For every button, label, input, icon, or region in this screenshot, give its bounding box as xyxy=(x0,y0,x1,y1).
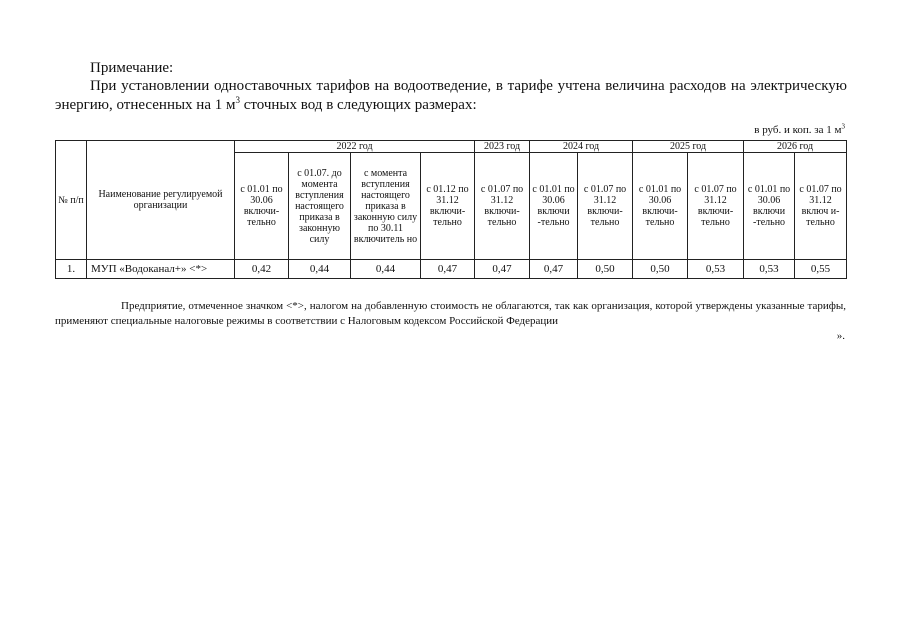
table-cell: 0,44 xyxy=(289,260,351,279)
units-superscript: 3 xyxy=(841,122,845,131)
header-period: с 01.01 по 30.06 включи -тельно xyxy=(530,153,578,260)
header-period: с 01.01 по 30.06 включи-тельно xyxy=(633,153,688,260)
note-text-before: При установлении одноставочных тарифов на водоотведение, в тарифе учтена величина расходов на электрическую энергию, отнесенных на 1 м xyxy=(55,78,847,113)
table-cell: 0,50 xyxy=(633,260,688,279)
header-period: с 01.07 по 31.12 включи-тельно xyxy=(578,153,633,260)
header-year-2022: 2022 год xyxy=(235,141,475,153)
header-year-2025: 2025 год xyxy=(633,141,744,153)
table-cell: 0,50 xyxy=(578,260,633,279)
year-header-row xyxy=(56,141,847,153)
header-period: с 01.07. до момента вступления настоящего приказа в законную силу xyxy=(289,153,351,260)
header-period: с 01.01 по 30.06 включи-тельно xyxy=(235,153,289,260)
header-period: с 01.07 по 31.12 включи-тельно xyxy=(688,153,744,260)
note-text-after: сточных вод в следующих размерах: xyxy=(239,97,477,113)
tariff-table xyxy=(55,140,847,279)
header-period: с 01.01 по 30.06 включи -тельно xyxy=(744,153,795,260)
note-paragraph xyxy=(55,77,847,115)
header-year-2026: 2026 год xyxy=(744,141,847,153)
footnote: Предприятие, отмеченное значком <*>, налогом на добавленную стоимость не облагаются, так как организация, которой утверждены указанные тарифы, применяют специальные налоговые режимы в соответствии с Налоговым кодексом Российской Федерации xyxy=(55,300,846,327)
units-text: в руб. и коп. за 1 м xyxy=(754,124,842,136)
header-period: с 01.07 по 31.12 включи-тельно xyxy=(475,153,530,260)
table-cell: 0,47 xyxy=(421,260,475,279)
header-period: с момента вступления настоящего приказа в законную силу по 30.11 включитель но xyxy=(351,153,421,260)
header-num: № п/п xyxy=(56,141,87,260)
header-org: Наименование регулируемой организации xyxy=(87,141,235,260)
row-org: МУП «Водоканал+» <*> xyxy=(87,260,235,279)
closing-quote: ». xyxy=(836,330,845,342)
note-superscript: 3 xyxy=(235,95,240,105)
table-cell: 0,47 xyxy=(530,260,578,279)
table-row xyxy=(56,260,847,279)
table-cell: 0,55 xyxy=(795,260,847,279)
table-cell: 0,42 xyxy=(235,260,289,279)
table-cell: 0,44 xyxy=(351,260,421,279)
note-title: Примечание: xyxy=(90,60,174,76)
table-cell: 0,53 xyxy=(744,260,795,279)
header-period: с 01.12 по 31.12 включи-тельно xyxy=(421,153,475,260)
row-num: 1. xyxy=(56,260,87,279)
header-period: с 01.07 по 31.12 включ и-тельно xyxy=(795,153,847,260)
table-cell: 0,47 xyxy=(475,260,530,279)
header-year-2023: 2023 год xyxy=(475,141,530,153)
units-label xyxy=(754,124,845,136)
header-year-2024: 2024 год xyxy=(530,141,633,153)
table-cell: 0,53 xyxy=(688,260,744,279)
